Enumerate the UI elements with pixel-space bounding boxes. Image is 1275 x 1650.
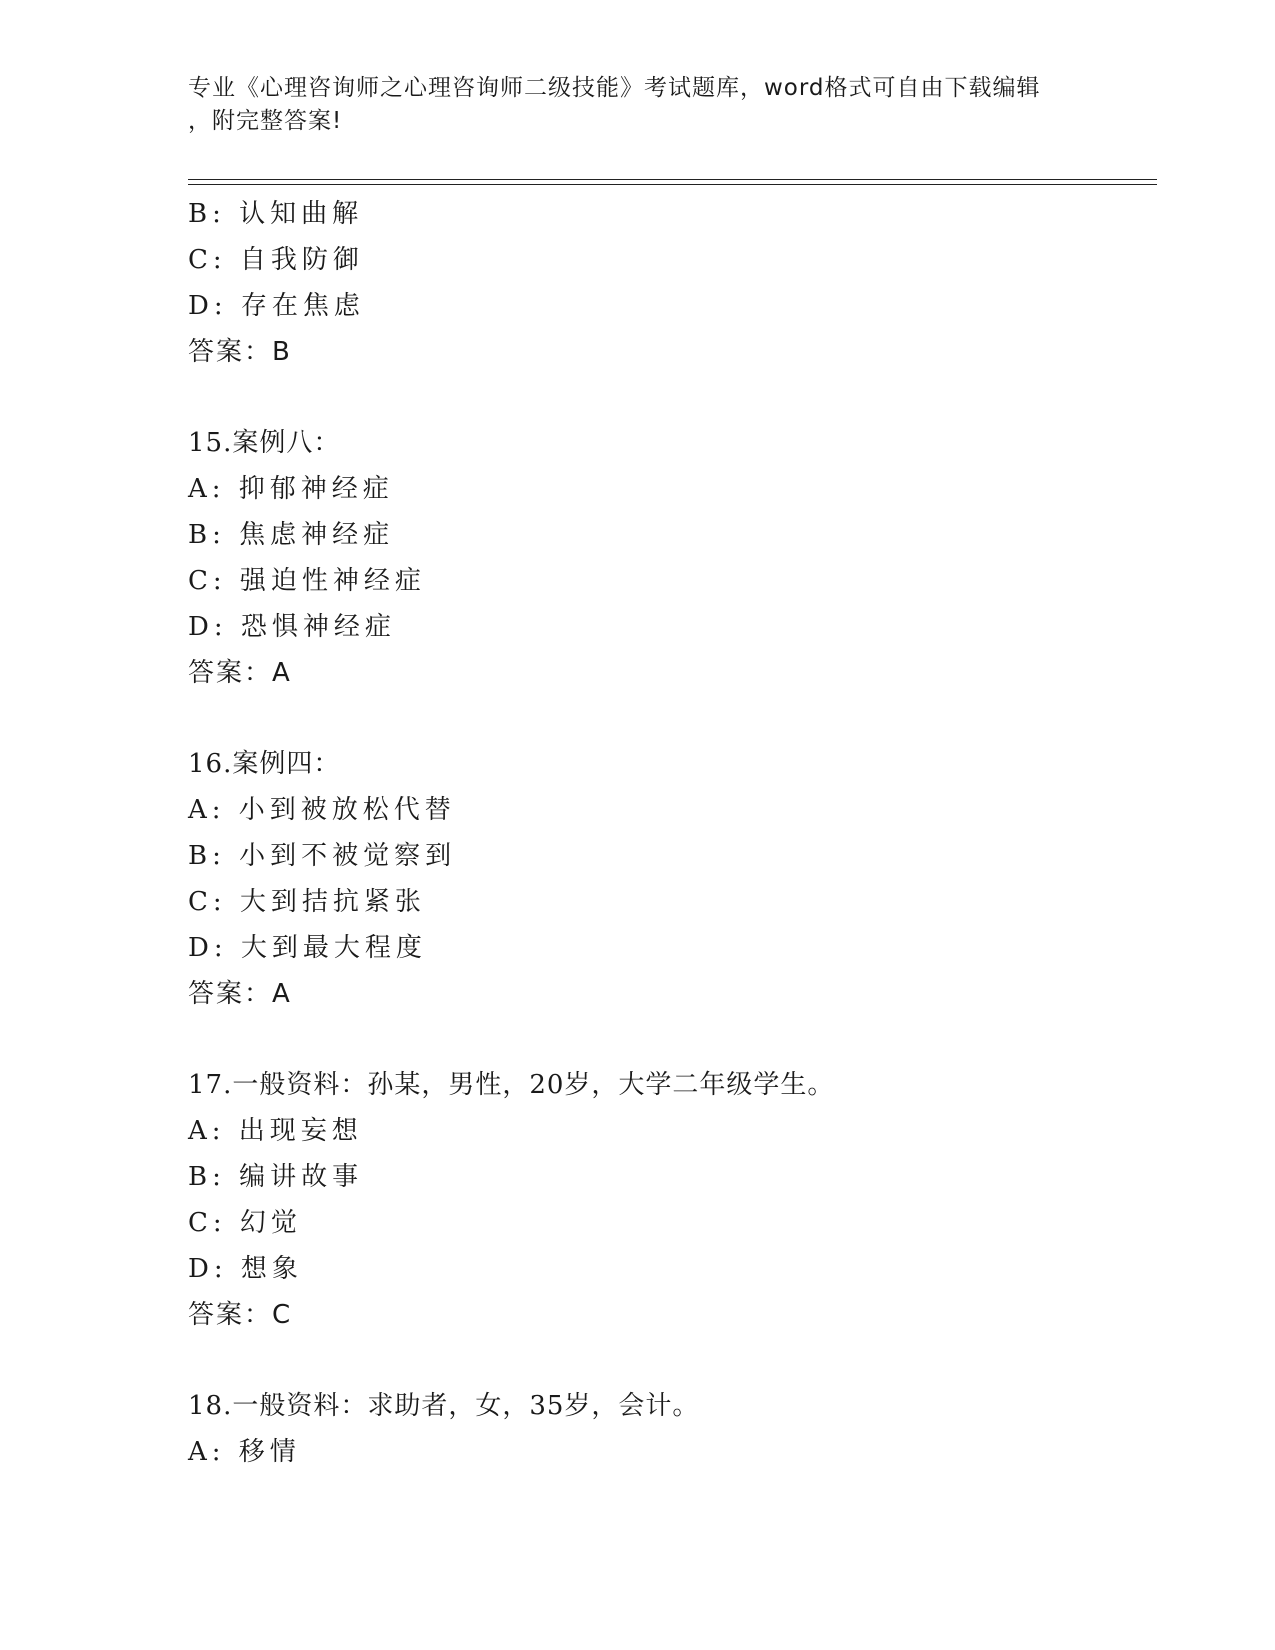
answer-line: 答案：B: [188, 337, 292, 367]
option-d: D: 存在焦虑: [188, 291, 365, 321]
option-a: A: 移情: [188, 1437, 301, 1467]
option-d: D: 想象: [188, 1254, 303, 1284]
document-header: [188, 72, 1068, 138]
option-c: C: 自我防御: [188, 245, 364, 275]
question-title: 15.案例八：: [188, 428, 341, 458]
header-title-line-1: 专业《心理咨询师之心理咨询师二级技能》考试题库，word格式可自由下载编辑: [188, 75, 1041, 101]
question-block-15: [188, 420, 1148, 696]
option-d: D: 恐惧神经症: [188, 612, 396, 642]
answer-line: 答案：A: [188, 658, 292, 688]
option-c: C: 大到拮抗紧张: [188, 887, 426, 917]
header-title-line-2: ，附完整答案!: [188, 108, 343, 134]
option-b: B: 小到不被觉察到: [188, 841, 457, 871]
option-b: B: 编讲故事: [188, 1162, 364, 1192]
question-title: 17.一般资料：孙某，男性，20岁，大学二年级学生。: [188, 1070, 835, 1100]
question-list: [188, 191, 1148, 1475]
option-a: A: 出现妄想: [188, 1116, 363, 1146]
option-b: B: 认知曲解: [188, 199, 364, 229]
option-c: C: 幻觉: [188, 1208, 302, 1238]
question-title: 18.一般资料：求助者，女，35岁，会计。: [188, 1391, 700, 1421]
question-block-continued: [188, 191, 1148, 375]
question-block-16: [188, 741, 1148, 1017]
option-b: B: 焦虑神经症: [188, 520, 395, 550]
option-d: D: 大到最大程度: [188, 933, 427, 963]
option-a: A: 小到被放松代替: [188, 795, 456, 825]
answer-line: 答案：C: [188, 1300, 293, 1330]
question-block-18: [188, 1383, 1148, 1475]
option-c: C: 强迫性神经症: [188, 566, 426, 596]
header-divider-top: [188, 179, 1157, 180]
option-a: A: 抑郁神经症: [188, 474, 394, 504]
answer-line: 答案：A: [188, 979, 292, 1009]
question-block-17: [188, 1062, 1148, 1338]
header-divider-bottom: [188, 184, 1157, 185]
question-title: 16.案例四：: [188, 749, 341, 779]
